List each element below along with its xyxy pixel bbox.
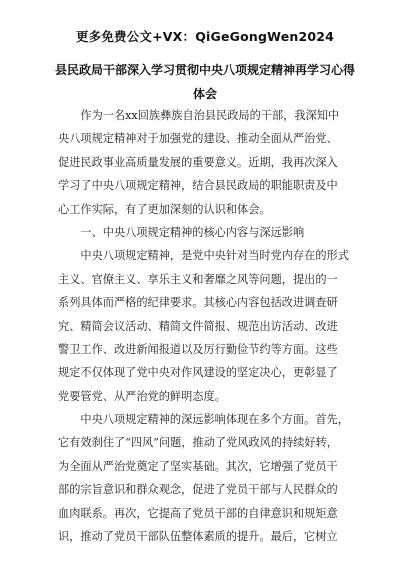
paragraph <box>58 408 358 548</box>
text-line: 学习了中央八项规定精神，结合县民政局的职能职责及中 <box>58 179 338 193</box>
text-line: 血肉联系。再次，它提高了党员干部的自律意识和规矩意 <box>58 506 338 520</box>
document-title-line-1: 县民政局干部深入学习贯彻中央八项规定精神再学习心得 <box>54 63 355 77</box>
text-line: 中央八项规定精神的深远影响体现在多个方面。首先， <box>58 413 349 427</box>
text-line: 规定不仅体现了党中央对作风建设的坚定决心，更彰显了 <box>58 366 338 380</box>
text-line: 为全面从严治党奠定了坚实基础。其次，它增强了党员干 <box>58 459 338 473</box>
header-banner: 更多免费公文+VX：QiGeGongWen2024 <box>75 29 335 44</box>
text-line: 系列具体而严格的纪律要求。其核心内容包括改进调查研 <box>58 296 338 310</box>
text-line: 主义、官僚主义、享乐主义和奢靡之风等问题，提出的一 <box>58 272 338 286</box>
text-line: 央八项规定精神对于加强党的建设、推动全面从严治党、 <box>58 132 338 146</box>
text-line: 党要管党、从严治党的鲜明态度。 <box>58 389 226 403</box>
document-title-line-2: 体会 <box>192 87 217 101</box>
section-heading <box>58 221 358 244</box>
text-line: 究、精简会议活动、精简文件简报、规范出访活动、改进 <box>58 319 338 333</box>
text-line: 一、中央八项规定精神的核心内容与深远影响 <box>58 225 305 239</box>
text-line: 警卫工作、改进新闻报道以及厉行勤俭节约等方面。这些 <box>58 342 338 356</box>
document-body <box>58 104 358 548</box>
text-line: 识，推动了党员干部队伍整体素质的提升。最后，它树立 <box>58 530 338 544</box>
text-line: 心工作实际，有了更加深刻的认识和体会。 <box>58 202 271 216</box>
text-line: 中央八项规定精神，是党中央针对当时党内存在的形式 <box>58 249 349 263</box>
paragraph <box>58 244 358 408</box>
text-line: 部的宗旨意识和群众观念，促进了党员干部与人民群众的 <box>58 483 338 497</box>
paragraph <box>58 104 358 221</box>
text-line: 它有效刹住了“四风”问题，推动了党风政风的持续好转， <box>58 436 338 450</box>
text-line: 促进民政事业高质量发展的重要意义。近期，我再次深入 <box>58 155 338 169</box>
text-line: 作为一名xx回族彝族自治县民政局的干部，我深知中 <box>58 109 340 122</box>
